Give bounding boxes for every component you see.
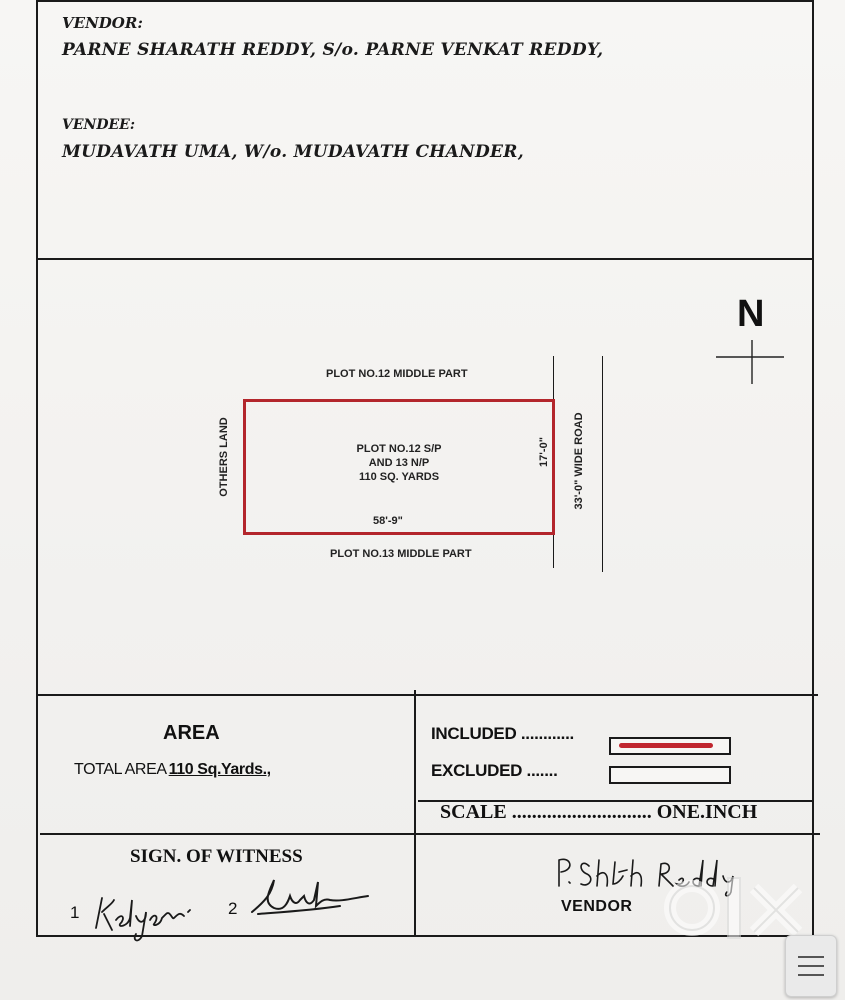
witness-2-number: 2 [228,899,238,918]
legend-excluded-label: EXCLUDED ....... [431,761,558,780]
witness-title: SIGN. OF WITNESS [130,846,303,867]
road-line-right [602,356,603,572]
vendor-sign-label: VENDOR [561,898,633,915]
witness-1-signature [88,886,198,946]
plot-line-3: 110 SQ. YARDS [358,471,440,483]
total-area [74,761,271,779]
north-label: N [737,293,765,335]
witness-1-number: 1 [70,903,80,922]
vendor-name: PARNE SHARATH REDDY, S/o. PARNE VENKAT REDDY, [62,40,604,60]
plot-line-2: AND 13 N/P [368,457,430,469]
divider-signatures [40,833,820,835]
divider-vertical [414,690,416,935]
witness-2-signature [244,872,374,924]
scale-label: SCALE ............................ ONE.INCH [440,801,758,823]
total-area-label: TOTAL AREA [74,761,167,778]
others-land-label: OTHERS LAND [218,417,230,497]
plot-height-dimension: 17'-0" [538,437,550,467]
area-title: AREA [163,722,220,744]
olx-watermark-logo [658,868,808,948]
included-red-line [619,743,713,748]
vendee-label: VENDEE: [62,117,135,133]
hamburger-menu-icon[interactable] [785,935,837,997]
vendor-label: VENDOR: [62,14,143,32]
plot-width-dimension: 58'-9" [373,515,403,527]
divider-map [38,694,818,696]
divider-parties [36,258,814,260]
north-arrow-icon [714,338,786,386]
plot-bottom-label: PLOT NO.13 MIDDLE PART [330,548,472,560]
plot-line-1: PLOT NO.12 S/P [356,443,442,455]
legend-included-swatch [609,737,731,755]
plot-top-label: PLOT NO.12 MIDDLE PART [326,368,468,380]
legend-excluded-swatch [609,766,731,784]
vendee-name: MUDAVATH UMA, W/o. MUDAVATH CHANDER, [62,142,524,162]
plot-description [246,442,552,484]
legend-included-label: INCLUDED ............ [431,724,574,743]
total-area-value: 110 Sq.Yards., [168,761,271,778]
road-label: 33'-0" WIDE ROAD [573,412,585,510]
